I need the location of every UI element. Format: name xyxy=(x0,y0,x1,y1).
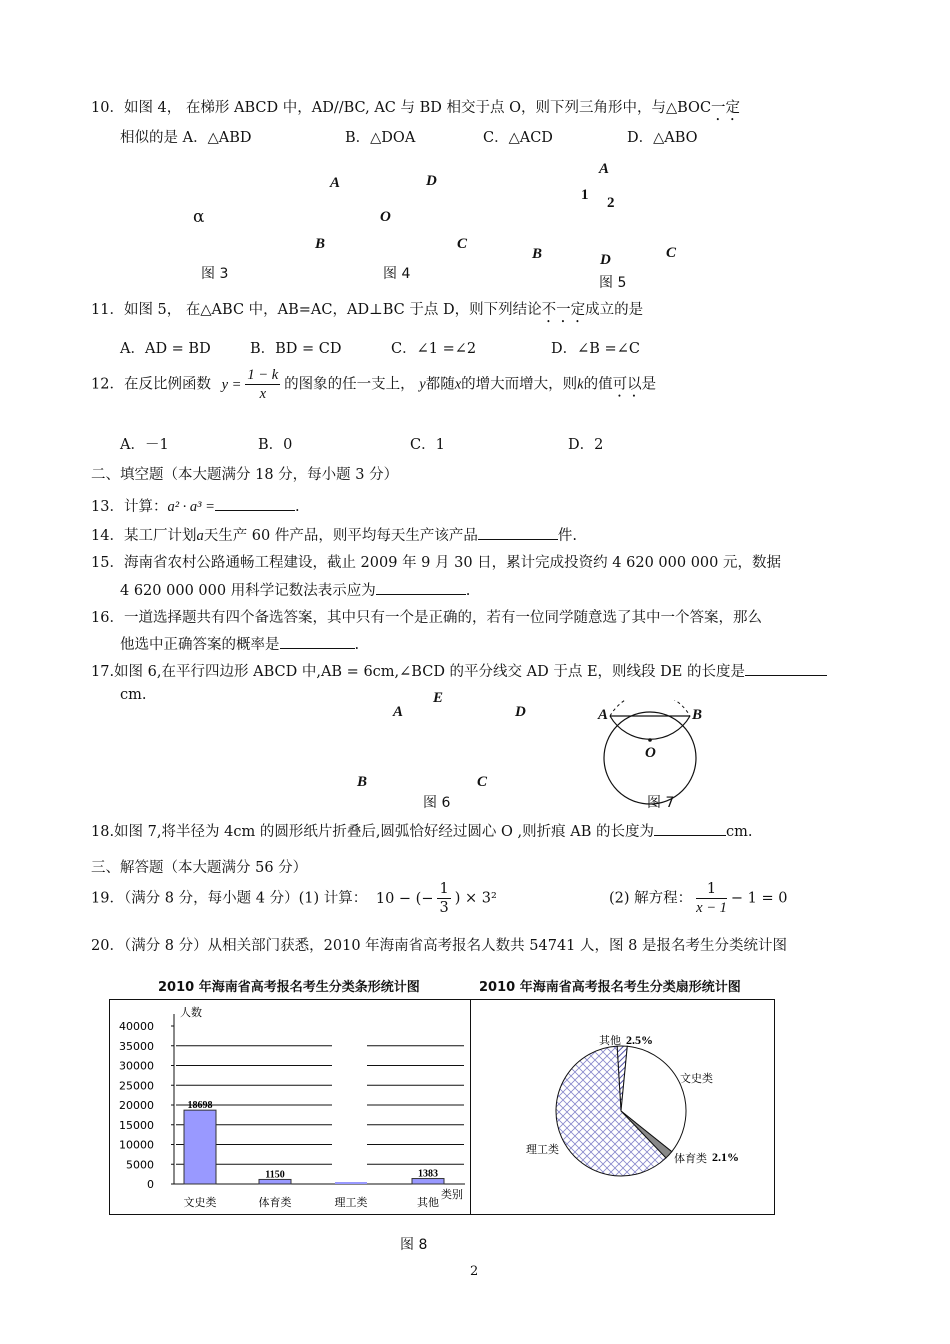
bar-value-label: 18698 xyxy=(187,1100,213,1112)
q16-line1: 16．一道选择题共有四个备选答案，其中只有一个是正确的，若有一位同学随意选了其中一个答案，那么 xyxy=(91,610,762,626)
fig3-caption: 图 3 xyxy=(201,266,229,282)
pie-chart-title: 2010 年海南省高考报名考生分类扇形统计图 xyxy=(479,980,741,995)
q11-option-c: C．∠1 =∠2 xyxy=(391,341,477,357)
y-tick-label: 30000 xyxy=(119,1059,154,1073)
pie-percent-other: 2.5% xyxy=(626,1033,653,1047)
fig4-label-b: B xyxy=(315,236,326,252)
q11-option-a: A．AD = BD xyxy=(120,341,211,357)
q15-line1: 15．海南省农村公路通畅工程建设，截止 2009 年 9 月 30 日，累计完成投资约 4 620 000 000 元，数据 xyxy=(91,555,781,571)
fig7-label-b: B xyxy=(692,707,703,723)
q12-option-a: A．－1 xyxy=(120,437,169,453)
fig5-label-c: C xyxy=(666,245,677,261)
y-tick-label: 20000 xyxy=(119,1099,154,1112)
q10-option-d: D．△ABO xyxy=(627,130,698,146)
bar-chart xyxy=(110,1000,470,1213)
q14-text: 14．某工厂计划a天生产 60 件产品，则平均每天生产该产品 件. xyxy=(91,524,577,545)
section3-heading: 三、解答题（本大题满分 56 分） xyxy=(91,860,308,876)
q13-text: 13．计算：a² · a³ = . xyxy=(91,495,300,516)
q10-line2: 相似的是 A．△ABD xyxy=(120,130,252,146)
q11-text: 11．如图 5， 在△ABC 中，AB=AC，AD⊥BC 于点 D，则下列结论不一定成立的是 xyxy=(91,302,644,318)
bar-chart-title: 2010 年海南省高考报名考生分类条形统计图 xyxy=(158,980,420,995)
y-tick-label: 15000 xyxy=(119,1118,154,1132)
pie-label-other: 其他 xyxy=(599,1034,621,1047)
fig4-label-a: A xyxy=(330,175,341,191)
fig5-label-2: 2 xyxy=(607,195,615,211)
x-tick-label: 其他 xyxy=(417,1196,439,1209)
bar-value-label: 1150 xyxy=(265,1169,285,1181)
fig6-label-d: D xyxy=(515,704,526,720)
q10-option-b: B．△DOA xyxy=(345,130,416,146)
q12-option-c: C．1 xyxy=(410,437,445,453)
fig4-caption: 图 4 xyxy=(383,266,411,282)
x-axis-label: 类别 xyxy=(441,1188,463,1201)
fig4-label-d: D xyxy=(426,173,437,189)
fig5-caption: 图 5 xyxy=(599,275,627,291)
fig3-alpha: α xyxy=(193,207,205,227)
bar-value-label: 1383 xyxy=(418,1168,438,1180)
fig6-caption: 图 6 xyxy=(423,795,451,811)
pie-label-wenshi: 文史类 xyxy=(680,1072,713,1085)
y-tick-label: 40000 xyxy=(119,1020,154,1033)
q16-line2: 他选中正确答案的概率是 . xyxy=(120,633,359,654)
x-tick-label: 文史类 xyxy=(183,1196,217,1209)
y-tick-label: 25000 xyxy=(119,1079,154,1093)
bar xyxy=(184,1110,216,1184)
q12-text: 12．在反比例函数 y = $\frac{1 - k}{x}$ 的图象的任一支上， y都随x的增大而增大，则k的值可以是 xyxy=(91,367,657,402)
fig4-label-c: C xyxy=(457,236,468,252)
q12-option-b: B．0 xyxy=(258,437,293,453)
fig7-label-o: O xyxy=(645,745,656,761)
section2-heading: 二、填空题（本大题满分 18 分，每小题 3 分） xyxy=(91,467,399,483)
fig6-label-c: C xyxy=(477,774,488,790)
y-tick-label: 10000 xyxy=(119,1138,154,1152)
pie-label-tiyu: 体育类 xyxy=(674,1152,707,1165)
q17-line1: 17.如图 6,在平行四边形 ABCD 中,AB = 6cm,∠BCD 的平分线交 AD 于点 E，则线段 DE 的长度是 xyxy=(91,660,827,681)
x-tick-label: 体育类 xyxy=(258,1196,292,1209)
fig4-label-o: O xyxy=(380,209,391,225)
fig6-label-b: B xyxy=(357,774,368,790)
fig8-caption: 图 8 xyxy=(400,1237,428,1253)
q19-part2: (2) 解方程： $\frac{1}{x - 1}$ − 1 = 0 xyxy=(609,881,788,916)
pie-label-ligong: 理工类 xyxy=(526,1143,559,1156)
fig7-caption: 图 7 xyxy=(647,795,675,811)
fig5-label-1: 1 xyxy=(581,187,589,203)
pie-percent-tiyu: 2.1% xyxy=(712,1150,739,1164)
q15-line2: 4 620 000 000 用科学记数法表示应为 . xyxy=(120,579,470,600)
fig6-label-e: E xyxy=(433,690,444,706)
q17-line2: cm. xyxy=(120,687,147,703)
q11-option-d: D．∠B =∠C xyxy=(551,341,640,357)
x-tick-label: 理工类 xyxy=(334,1196,368,1209)
fig5-label-b: B xyxy=(532,246,543,262)
y-tick-label: 35000 xyxy=(119,1039,154,1053)
q18-text: 18.如图 7,将半径为 4cm 的圆形纸片折叠后,圆弧恰好经过圆心 O ,则折痕 AB 的长度为 cm. xyxy=(91,820,752,841)
y-tick-label: 0 xyxy=(147,1178,154,1191)
fig6-label-a: A xyxy=(393,704,404,720)
q19-text: 19．（满分 8 分，每小题 4 分）(1) 计算： 10 − (− $\frac{1}{3}$ ) × 3² xyxy=(91,881,497,916)
y-axis-label: 人数 xyxy=(180,1006,202,1019)
fig5-label-d: D xyxy=(600,252,611,268)
q11-option-b: B．BD = CD xyxy=(250,341,342,357)
q10-line1: 10．如图 4， 在梯形 ABCD 中，AD//BC, AC 与 BD 相交于点 O，则下列三角形中，与△BOC一定 xyxy=(91,100,741,116)
fig7-label-a: A xyxy=(598,707,609,723)
fig5-label-a: A xyxy=(599,161,610,177)
y-tick-label: 5000 xyxy=(126,1158,154,1172)
q12-option-d: D．2 xyxy=(568,437,604,453)
page-number: 2 xyxy=(470,1264,479,1279)
pie-chart xyxy=(471,1000,773,1213)
q20-text: 20．（满分 8 分）从相关部门获悉，2010 年海南省高考报名人数共 54741 人，图 8 是报名考生分类统计图 xyxy=(91,938,787,954)
q10-option-c: C．△ACD xyxy=(483,130,553,146)
